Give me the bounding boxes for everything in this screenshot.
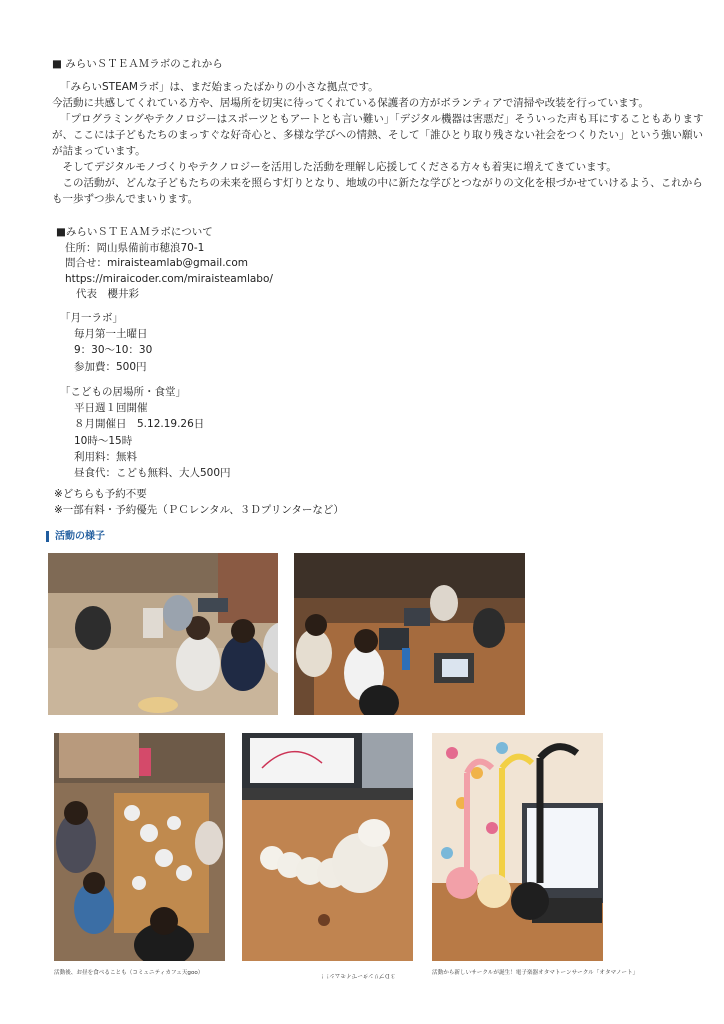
paragraph-line: 今活動に共感してくれている方や、居場所を切実に待ってくれている保護者の方がボランティアで清掃や改装を行っています。 [52,97,649,109]
ibasho-title: 「こどもの居場所・食堂」 [60,386,186,398]
schedule-line: 利用料：無料 [74,450,137,463]
ibasho-block [60,384,231,481]
schedule-line: 9：30〜10：30 [74,344,153,357]
schedule-line: 昼食代：こども無料、大人500円 [74,467,231,480]
address: 住所：岡山県備前市穂浪70-1 [65,241,205,254]
schedule-line: 平日週１回開催 [74,402,148,415]
schedule-line: ８月開催日 5.12.19.26日 [74,418,205,431]
contact-email: 問合せ：miraisteamlab@gmail.com [65,257,248,270]
paragraph-line: そしてデジタルモノづくりやテクノロジーを活用した活動を理解し応援してくださる方々も着実に増えてきています。 [52,161,617,173]
section-heading: ■ みらいＳＴＥＡＭラボのこれから [52,58,223,70]
schedule-line: 10時〜15時 [74,434,133,447]
photo-caption: 活動から新しいサークルが誕生！電子楽器オタマトーンサークル「オタマノート」 [432,970,639,976]
about-block [56,225,273,303]
note-line: ※どちらも予約不要 [54,488,147,500]
photo-kids-laptops [294,553,525,715]
intro-paragraph [52,79,704,207]
paragraph-line: 「みらいSTEAMラボ」は、まだ始まったばかりの小さな拠点です。 [60,81,379,93]
paragraph-line: が詰まっています。 [52,145,146,157]
photo-caption: 活動後、お昼を食べることも（コミュニティカフェ天goo） [54,970,204,976]
tsukiichi-block [60,310,152,375]
representative: 代表 櫻井彩 [76,288,139,301]
paragraph-line: が、ここには子どもたちのまっすぐな好奇心と、多様な学びへの情熱、そして「誰ひとり取り残さない社会をつくりたい」という強い願い [52,129,703,141]
paragraph-line: も一歩ずつ歩んでまいります。 [52,193,199,205]
schedule-line: 参加費：500円 [74,360,147,373]
paragraph-line: 「プログラミングやテクノロジーはスポーツともアートとも言い難い」「デジタル機器は害悪だ」そういった声も耳にすることもあります [60,113,704,125]
website-url: https://miraicoder.com/miraisteamlabo/ [65,272,273,285]
gallery-title: 活動の様子 [46,531,105,542]
tsukiichi-title: 「月一ラボ」 [60,312,123,324]
photo-kids-eating [54,733,225,961]
about-heading: ■みらいＳＴＥＡＭラボについて [56,226,213,238]
photo-caption: ３Ｄプリンターでイモムシ！！ [318,972,396,978]
photo-otamatone [432,733,603,961]
notes-block [54,487,344,518]
photo-3d-printed-caterpillar [242,733,413,961]
paragraph-line: この活動が、どんな子どもたちの未来を照らす灯りとなり、地域の中に新たな学びとつながりの文化を根づかせていけるよう、これから [52,177,703,189]
photo-kids-floor [48,553,278,715]
schedule-line: 毎月第一土曜日 [74,328,148,341]
note-line: ※一部有料・予約優先（ＰＣレンタル、３Ｄプリンターなど） [54,503,344,516]
